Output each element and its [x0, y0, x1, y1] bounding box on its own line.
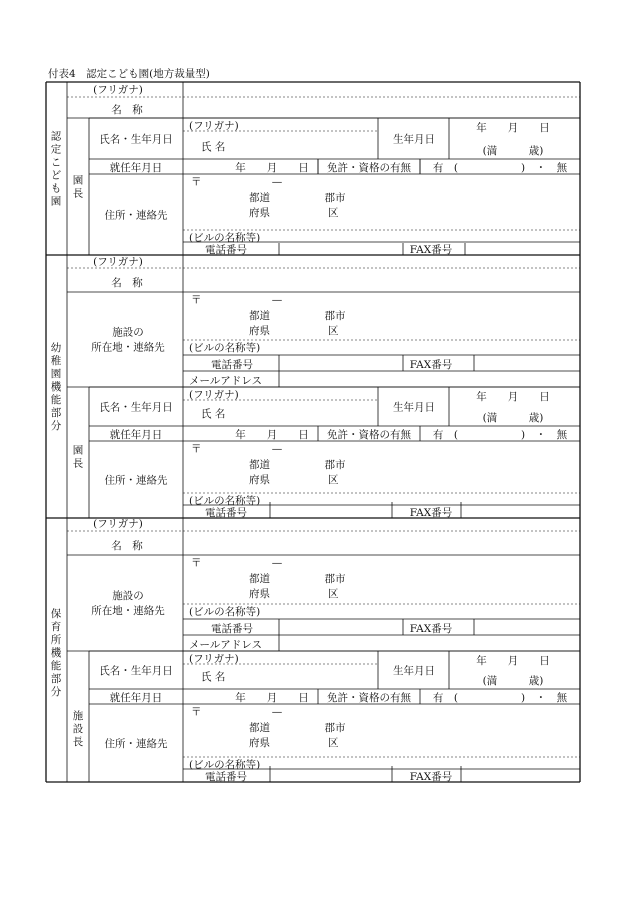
label-building: (ビルの名称等) — [189, 342, 261, 354]
label-postal-dash: — — [271, 706, 283, 718]
label-facility-name: 名 称 — [111, 540, 143, 552]
label-appointment-ymd: 年 月 日 — [235, 692, 309, 704]
label-date-ymd: 年 月 日 — [476, 122, 550, 134]
label-appointment-date: 就任年月日 — [109, 692, 163, 704]
label-phone: 電話番号 — [211, 623, 253, 635]
label-license-question: 免許・資格の有無 — [327, 429, 411, 441]
label-facility-name: 名 称 — [111, 277, 143, 289]
label-prefecture: 府県 — [249, 474, 270, 486]
label-address-contact: 住所・連絡先 — [104, 209, 168, 222]
section-title-kodomoen: 園 — [50, 195, 62, 208]
label-date-ymd: 年 月 日 — [476, 655, 550, 667]
section-title-kodomoen: 定 — [50, 143, 62, 156]
label-person-name: 氏 名 — [201, 408, 226, 420]
section-title-kindergarten: 園 — [50, 368, 62, 380]
section-title-nursery: 育 — [50, 621, 62, 633]
label-furigana: (フリガナ) — [93, 84, 143, 96]
label-city: 郡市 — [324, 459, 346, 471]
label-postal-dash: — — [271, 443, 283, 455]
label-postal: 〒 — [191, 443, 202, 455]
head-title: 設 — [72, 723, 84, 735]
label-phone: 電話番号 — [205, 771, 247, 783]
label-fax: FAX番号 — [409, 244, 453, 256]
label-full-age: (満 歳) — [482, 412, 544, 424]
section-title-kodomoen: 認 — [50, 130, 62, 143]
label-postal: 〒 — [191, 294, 202, 306]
label-license-question: 免許・資格の有無 — [327, 692, 411, 704]
label-date-ymd: 年 月 日 — [476, 391, 550, 403]
label-appointment-ymd: 年 月 日 — [235, 429, 309, 441]
label-city: 区 — [328, 325, 339, 337]
label-building: (ビルの名称等) — [189, 606, 261, 618]
label-appointment-date: 就任年月日 — [109, 429, 163, 441]
label-license-answer: 有 ( ) ・ 無 — [432, 162, 568, 174]
section-title-nursery: 機 — [50, 647, 62, 659]
section-title-nursery: 能 — [50, 660, 62, 672]
label-facility-location: 所在地・連絡先 — [91, 341, 165, 354]
label-city: 郡市 — [324, 192, 346, 204]
label-postal: 〒 — [191, 557, 202, 569]
label-facility-location: 所在地・連絡先 — [91, 605, 165, 617]
label-prefecture: 都道 — [249, 573, 270, 585]
label-fax: FAX番号 — [409, 359, 453, 371]
head-title: 園 — [72, 174, 84, 187]
label-prefecture: 府県 — [249, 737, 270, 749]
label-furigana: (フリガナ) — [189, 120, 239, 132]
label-license-question: 免許・資格の有無 — [327, 162, 411, 174]
label-prefecture: 府県 — [249, 325, 270, 337]
label-building: (ビルの名称等) — [189, 495, 261, 507]
head-title: 長 — [72, 457, 84, 470]
label-postal-dash: — — [271, 294, 283, 306]
label-name-birth: 氏名・生年月日 — [99, 401, 173, 414]
head-title: 長 — [72, 187, 84, 200]
label-city: 郡市 — [324, 310, 346, 322]
label-fax: FAX番号 — [409, 771, 453, 783]
label-facility-location: 施設の — [112, 326, 144, 339]
label-postal-dash: — — [271, 176, 283, 188]
label-appointment-ymd: 年 月 日 — [235, 162, 309, 174]
head-title: 施 — [72, 710, 84, 722]
label-address-contact: 住所・連絡先 — [104, 474, 168, 487]
label-city: 郡市 — [324, 722, 346, 734]
label-prefecture: 府県 — [249, 588, 270, 600]
section-title-kodomoen: こ — [50, 156, 62, 169]
label-city: 区 — [328, 207, 339, 219]
label-prefecture: 都道 — [249, 459, 270, 471]
label-facility-name: 名 称 — [111, 104, 143, 116]
label-furigana: (フリガナ) — [93, 518, 143, 530]
label-city: 郡市 — [324, 573, 346, 585]
label-facility-location: 施設の — [112, 590, 144, 602]
document-title: 付表4 認定こども園(地方裁量型) — [48, 68, 210, 80]
head-title: 園 — [72, 444, 84, 457]
label-fax: FAX番号 — [409, 507, 453, 519]
label-city: 区 — [328, 588, 339, 600]
label-full-age: (満 歳) — [482, 675, 544, 687]
label-license-answer: 有 ( ) ・ 無 — [432, 429, 568, 441]
label-postal: 〒 — [191, 176, 202, 188]
label-name-birth: 氏名・生年月日 — [99, 133, 173, 146]
section-title-kindergarten: 分 — [50, 420, 62, 432]
label-postal-dash: — — [271, 557, 283, 569]
label-phone: 電話番号 — [211, 359, 253, 371]
label-prefecture: 都道 — [249, 192, 270, 204]
section-title-nursery: 分 — [50, 686, 62, 698]
section-title-nursery: 所 — [50, 634, 62, 646]
section-title-kindergarten: 機 — [50, 381, 62, 393]
section-title-nursery: 保 — [50, 608, 62, 620]
label-name-birth: 氏名・生年月日 — [99, 665, 173, 677]
head-title: 長 — [72, 736, 84, 748]
label-birth-date: 生年月日 — [393, 401, 435, 414]
label-appointment-date: 就任年月日 — [109, 162, 163, 174]
label-address-contact: 住所・連絡先 — [104, 738, 168, 750]
label-city: 区 — [328, 474, 339, 486]
label-person-name: 氏 名 — [201, 671, 226, 683]
label-building: (ビルの名称等) — [189, 759, 261, 771]
label-prefecture: 府県 — [249, 207, 270, 219]
label-prefecture: 都道 — [249, 722, 270, 734]
label-phone: 電話番号 — [205, 244, 247, 256]
label-phone: 電話番号 — [205, 507, 247, 519]
label-email: メールアドレス — [189, 375, 262, 387]
label-person-name: 氏 名 — [201, 141, 226, 153]
label-full-age: (満 歳) — [482, 145, 544, 157]
label-furigana: (フリガナ) — [93, 256, 143, 268]
label-birth-date: 生年月日 — [393, 133, 435, 146]
section-title-kindergarten: 幼 — [50, 342, 62, 354]
label-city: 区 — [328, 737, 339, 749]
label-prefecture: 都道 — [249, 310, 270, 322]
label-email: メールアドレス — [189, 639, 262, 651]
label-furigana: (フリガナ) — [189, 389, 239, 401]
section-title-kodomoen: ど — [50, 169, 62, 182]
label-birth-date: 生年月日 — [393, 665, 435, 677]
section-title-kodomoen: も — [50, 182, 62, 195]
section-title-kindergarten: 部 — [50, 407, 62, 419]
label-furigana: (フリガナ) — [189, 653, 239, 665]
section-title-kindergarten: 能 — [50, 394, 62, 406]
label-postal: 〒 — [191, 706, 202, 718]
label-fax: FAX番号 — [409, 623, 453, 635]
section-title-nursery: 部 — [50, 673, 62, 685]
label-license-answer: 有 ( ) ・ 無 — [432, 692, 568, 704]
label-building: (ビルの名称等) — [189, 232, 261, 244]
section-title-kindergarten: 稚 — [50, 355, 62, 367]
